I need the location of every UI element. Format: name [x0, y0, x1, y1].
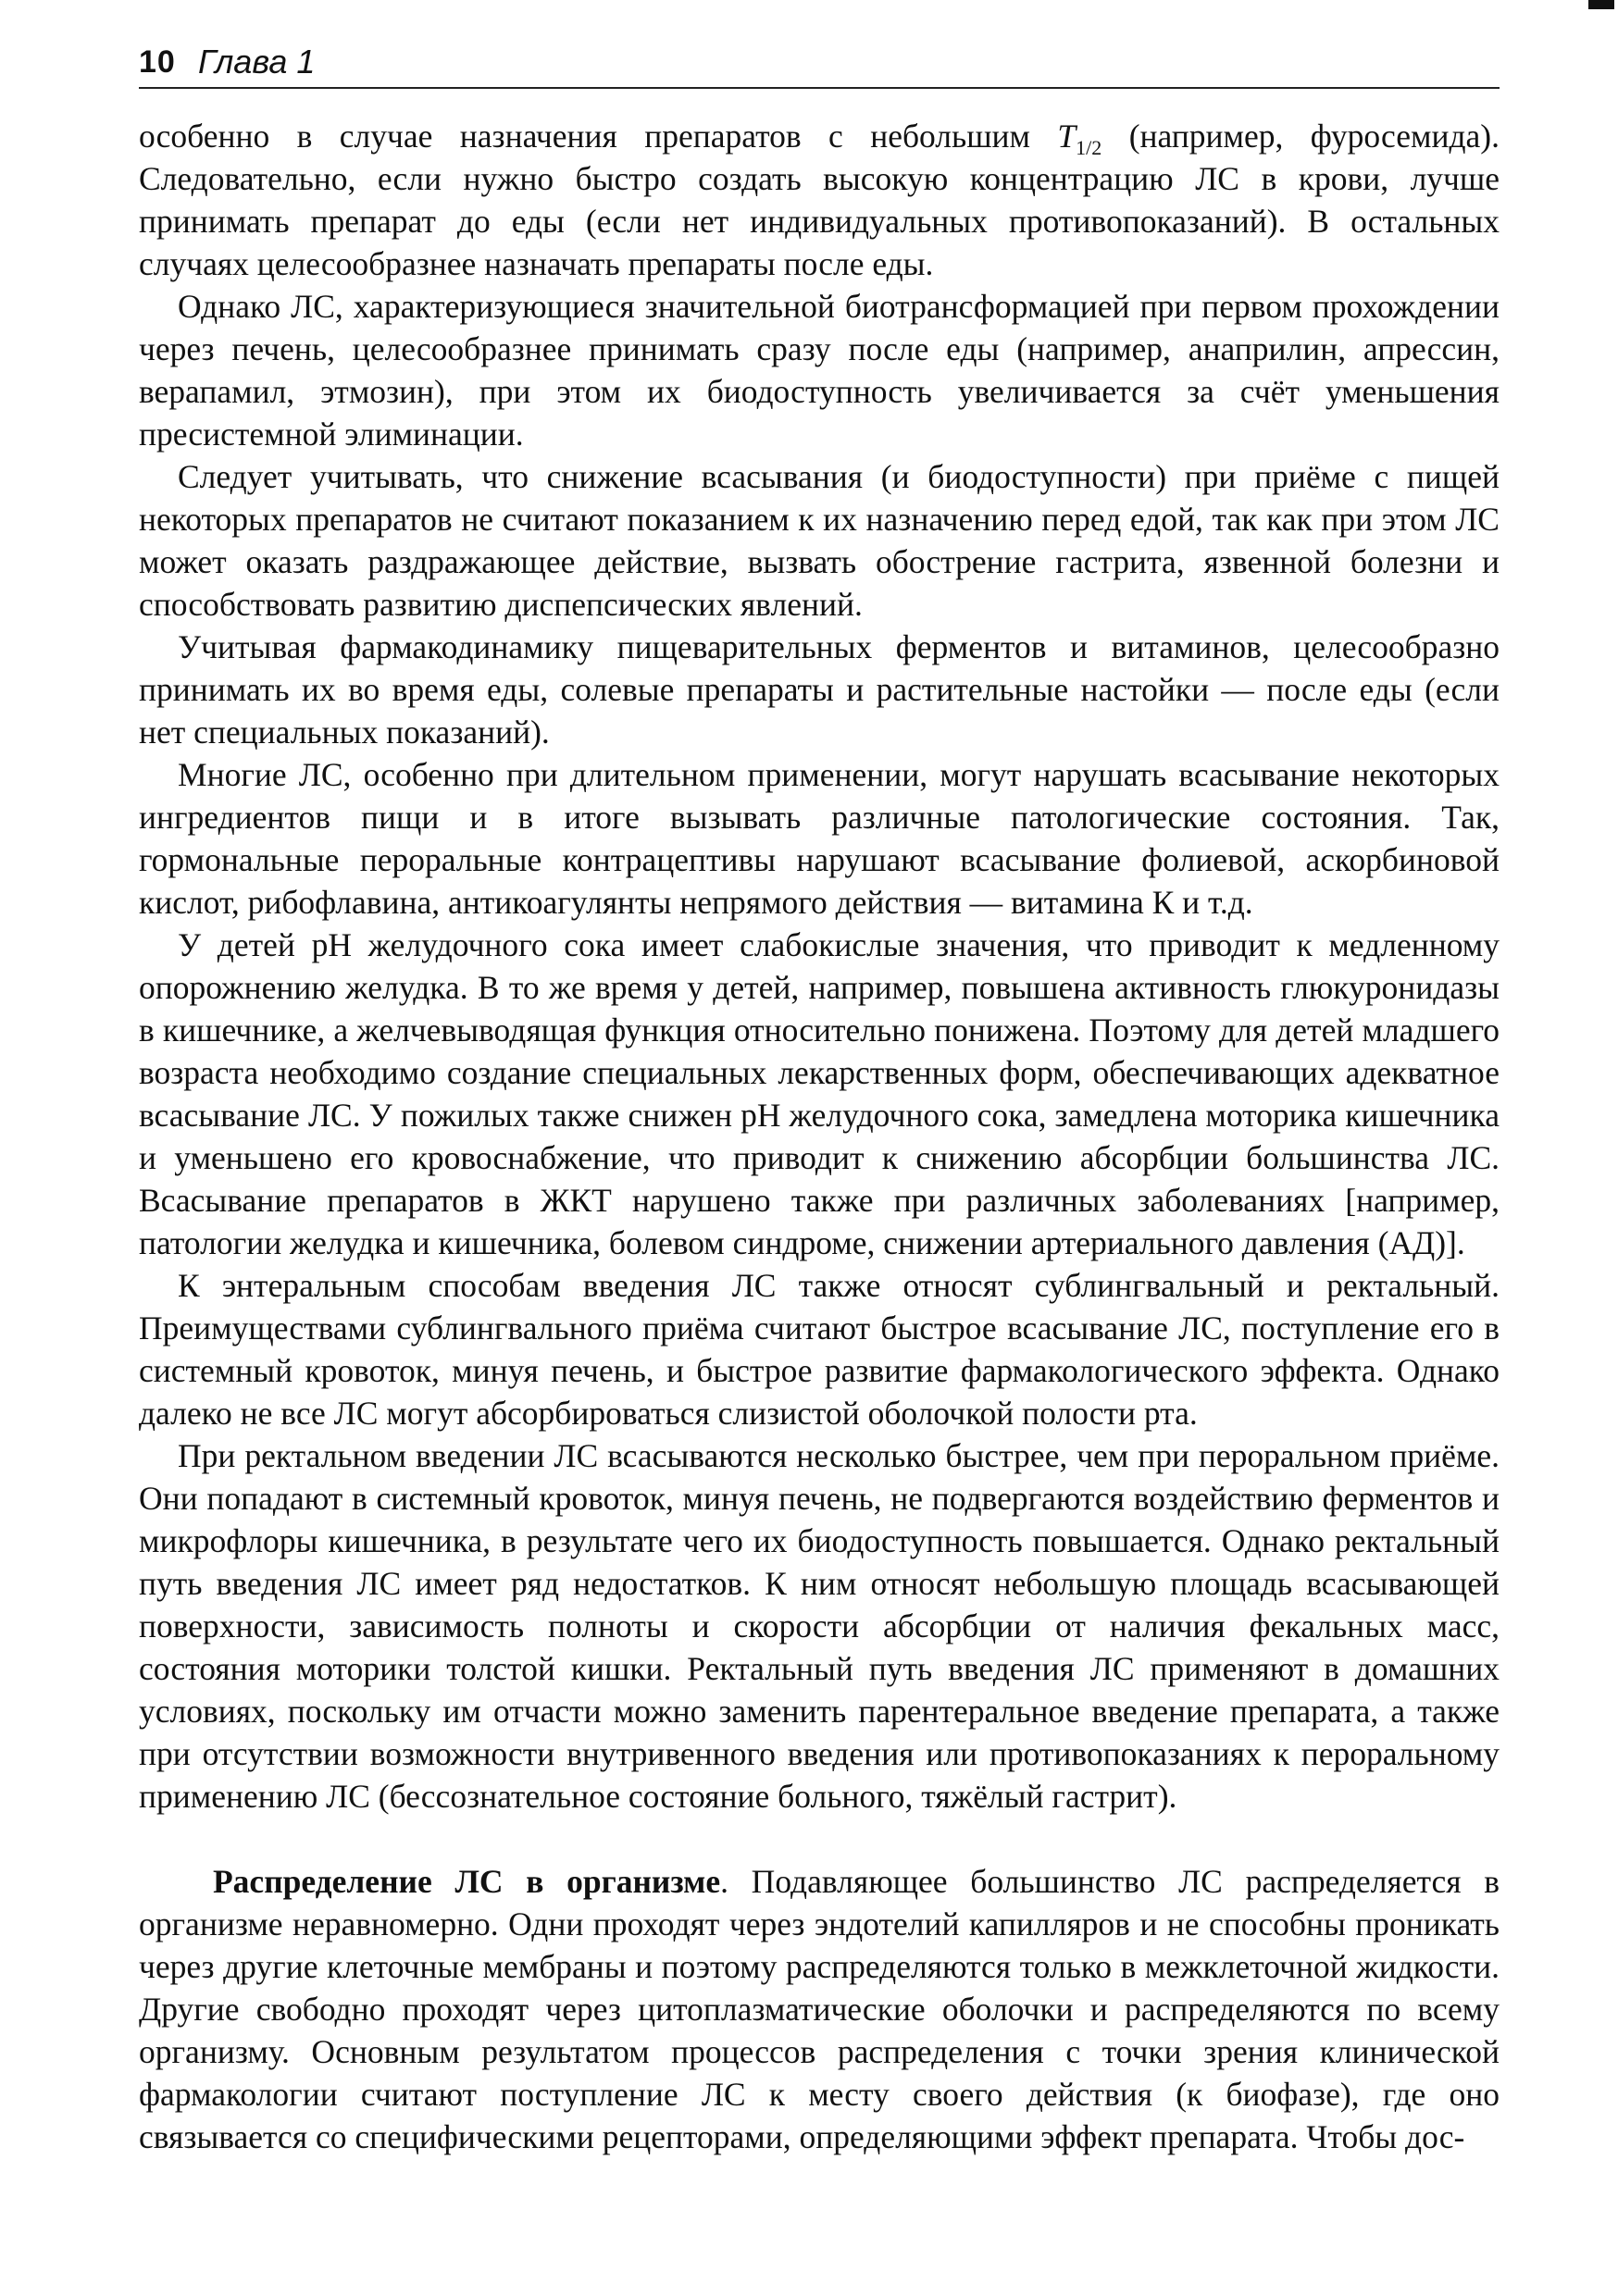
running-header — [139, 39, 1500, 89]
section-paragraph — [139, 1860, 1500, 2158]
paragraph: К энтеральным способам введения ЛС также относят сублингвальный и ректальный. Преимуществами сублингвального приёма считают быстрое всасывание ЛС, поступление его в системный кровоток, минуя печень, и быстрое развитие фармакологического эффекта. Однако далеко не все ЛС могут абсорбироваться слизистой оболочкой полости рта. — [139, 1267, 1500, 1432]
scan-corner-mark — [1588, 0, 1614, 9]
page-body — [139, 115, 1500, 2158]
page-number: 10 — [139, 44, 176, 80]
paragraph: Однако ЛС, характеризующиеся значительной биотрансформацией при первом прохождении через печень, целесообразнее принимать сразу после еды (например, анаприлин, апрессин, верапамил, этмозин), при этом их биодоступность увеличивается за счёт уменьшения пресистемной элиминации. — [139, 288, 1500, 453]
half-life-subscript: 1/2 — [1076, 136, 1102, 160]
paragraph: Учитывая фармакодинамику пищеварительных ферментов и витаминов, целесообразно принимать их во время еды, солевые препараты и растительные настойки — после еды (если нет специальных показаний). — [139, 628, 1500, 751]
chapter-label: Глава 1 — [198, 43, 316, 81]
paragraph: Следует учитывать, что снижение всасывания (и биодоступности) при приёме с пищей некоторых препаратов не считают показанием к их назначению перед едой, так как при этом ЛС может оказать раздражающее действие, вызвать обострение гастрита, язвенной болезни и способствовать развитию диспепсических явлений. — [139, 458, 1500, 623]
section-text: . Подавляющее большинство ЛС распределяется в организме неравномерно. Одни проходят через эндотелий капилляров и не способны проникать через другие клеточные мембраны и поэтому распределяются только в межклеточной жидкости. Другие свободно проходят через цитоплазматические оболочки и распределяются по всему организму. Основным результатом процессов распределения с точки зрения клинической фармакологии считают поступление ЛС к месту своего действия (к биофазе), где оно связывается со специфическими рецепторами, определяющими эффект препарата. Чтобы дос- — [139, 1863, 1500, 2155]
paragraph-text: (например, фуросемида). Следовательно, если нужно быстро создать высокую концентрацию ЛС в крови, лучше принимать препарат до еды (если нет индивидуальных противопоказаний). В остальных случаях целесообразнее назначать препараты после еды. — [139, 118, 1500, 282]
paragraph: Многие ЛС, особенно при длительном применении, могут нарушать всасывание некоторых ингредиентов пищи и в итоге вызывать различные патологические состояния. Так, гормональные пероральные контрацептивы нарушают всасывание фолиевой, аскорбиновой кислот, рибофлавина, антикоагулянты непрямого действия — витамина К и т.д. — [139, 756, 1500, 921]
paragraph-continued — [139, 115, 1500, 285]
section-heading: Распределение ЛС в организме — [213, 1863, 721, 1900]
paragraph-text: особенно в случае назначения препаратов с небольшим — [139, 118, 1058, 155]
half-life-symbol: T — [1057, 118, 1077, 155]
paragraph: У детей pH желудочного сока имеет слабокислые значения, что приводит к медленному опорожнению желудка. В то же время у детей, например, повышена активность глюкуронидазы в кишечнике, а желчевыводящая функция относительно понижена. Поэтому для детей младшего возраста необходимо создание специальных лекарственных форм, обеспечивающих адекватное всасывание ЛС. У пожилых также снижен pH желудочного сока, замедлена моторика кишечника и уменьшено его кровоснабжение, что приводит к снижению абсорбции большинства ЛС. Всасывание препаратов в ЖКТ нарушено также при различных заболеваниях [например, патологии желудка и кишечника, болевом синдроме, снижении артериального давления (АД)]. — [139, 926, 1500, 1261]
paragraph: При ректальном введении ЛС всасываются несколько быстрее, чем при пероральном приёме. Они попадают в системный кровоток, минуя печень, не подвергаются воздействию ферментов и микрофлоры кишечника, в результате чего их биодоступность повышается. Однако ректальный путь введения ЛС имеет ряд недостатков. К ним относят небольшую площадь всасывающей поверхности, зависимость полноты и скорости абсорбции от наличия фекальных масс, состояния моторики толстой кишки. Ректальный путь введения ЛС применяют в домашних условиях, поскольку им отчасти можно заменить парентеральное введение препарата, а также при отсутствии возможности внутривенного введения или противопоказаниях к пероральному применению ЛС (бессознательное состояние больного, тяжёлый гастрит). — [139, 1437, 1500, 1815]
